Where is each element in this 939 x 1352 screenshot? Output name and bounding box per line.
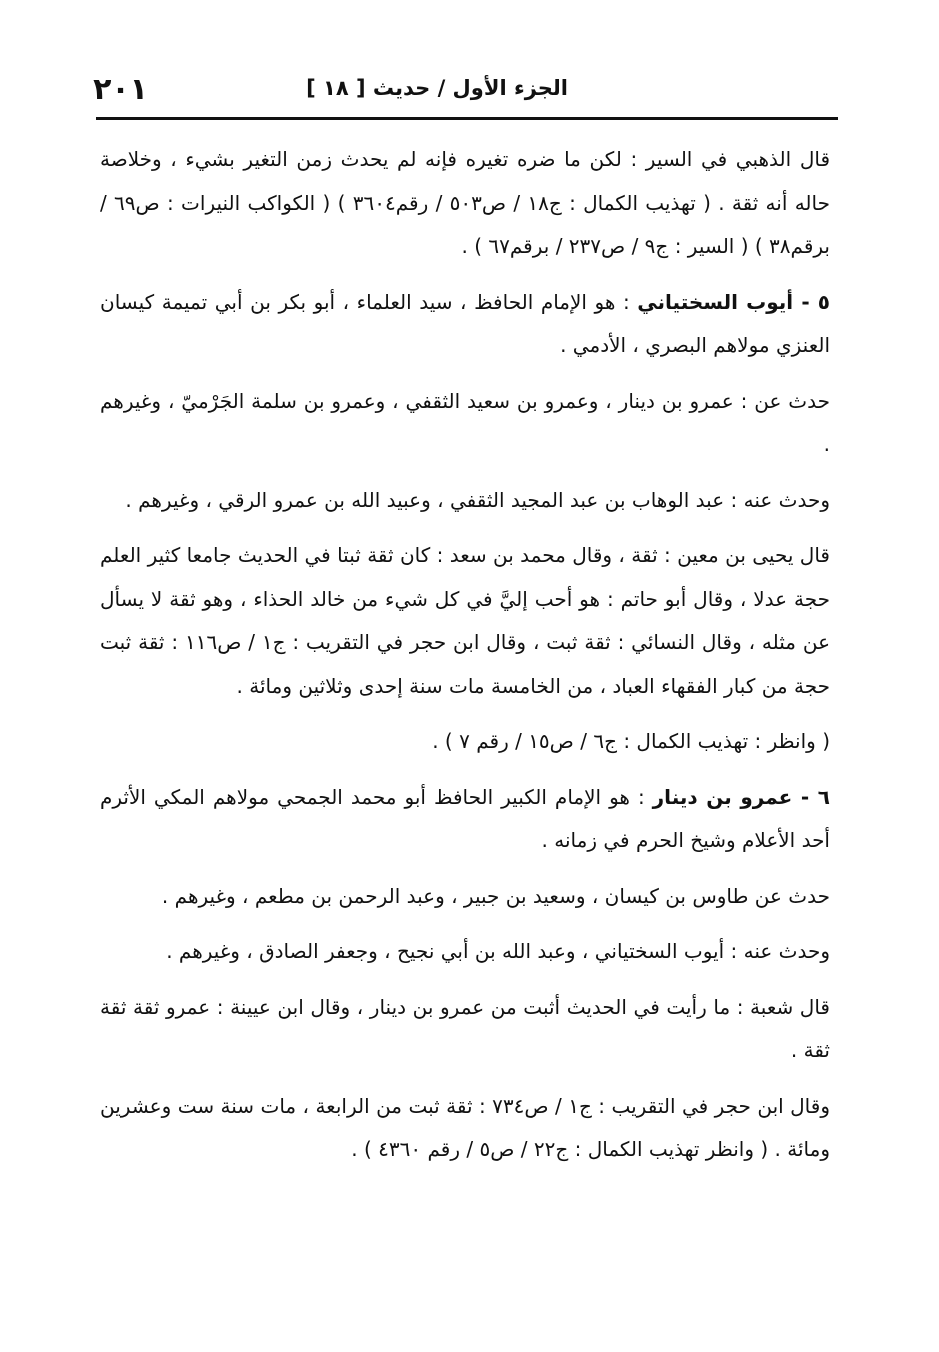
paragraph-text: قال شعبة : ما رأيت في الحديث أثبت من عمرو بن دينار ، وقال ابن عيينة : عمرو ثقة ثقة ثقة . xyxy=(100,994,830,1062)
paragraph-text: ( وانظر : تهذيب الكمال : ج٦ / ص١٥ / رقم ٧ ) . xyxy=(432,729,830,753)
paragraph-text: قال الذهبي في السير : لكن ما ضره تغيره فإنه لم يحدث زمن التغير بشيء ، وخلاصة حاله أنه ثقة . ( تهذيب الكمال : ج١٨ / ص٥٠٣ / رقم٣٦٠٤ ) ( الكواكب النيرات : ص٦٩ / برقم٣٨ ) ( السير : ج٩ / ص٢٣٧ / برقم٦٧ ) . xyxy=(100,147,830,258)
paragraph-amr-shuba xyxy=(100,986,830,1073)
entry-term: ٦ - عمرو بن دينار xyxy=(652,784,830,809)
paragraph-amr-narrated-by xyxy=(100,930,830,974)
paragraph-amr-grading xyxy=(100,1085,830,1172)
running-title: الجزء الأول / حديث [ ١٨ ] xyxy=(306,76,568,100)
paragraph-text: وحدث عنه : عبد الوهاب بن عبد المجيد الثقفي ، وعبيد الله بن عمرو الرقي ، وغيرهم . xyxy=(125,487,830,512)
page-number: ٢٠١ xyxy=(93,72,148,107)
paragraph-text: : هو الإمام الحافظ ، سيد العلماء ، أبو بكر بن أبي تميمة كيسان العنزي مولاهم البصري ، الأدمي . xyxy=(100,289,830,357)
paragraph-text: قال يحيى بن معين : ثقة ، وقال محمد بن سعد : كان ثقة ثبتا في الحديث جامعا كثير العلم حجة عدلا ، وقال أبو حاتم : هو أحب إليَّ في كل شيء من خالد الحذاء ، وهو ثقة لا يسأل عن مثله ، وقال النسائي : ثقة ثبت ، وقال ابن حجر في التقريب : ج١ / ص١١٦ : ثقة ثبت حجة من كبار الفقهاء العباد ، من الخامسة مات سنة إحدى وثلاثين ومائة . xyxy=(100,543,830,698)
paragraph-text: حدث عن طاوس بن كيسان ، وسعيد بن جبير ، وعبد الرحمن بن مطعم ، وغيرهم . xyxy=(161,883,830,908)
page-body xyxy=(100,138,830,1184)
paragraph-ayyub-narrated-by xyxy=(100,479,830,523)
page-header xyxy=(93,66,836,114)
paragraph-text: وقال ابن حجر في التقريب : ج١ / ص٧٣٤ : ثقة ثبت من الرابعة ، مات سنة ست وعشرين ومائة . ( وانظر تهذيب الكمال : ج٢٢ / ص٥ / رقم ٤٣٦٠ ) . xyxy=(100,1093,830,1161)
paragraph-text: وحدث عنه : أيوب السختياني ، وعبد الله بن أبي نجيح ، وجعفر الصادق ، وغيرهم . xyxy=(166,939,830,963)
paragraph-text: حدث عن : عمرو بن دينار ، وعمرو بن سعيد الثقفي ، وعمرو بن سلمة الجَرْميّ ، وغيرهم . xyxy=(100,388,830,456)
paragraph-ayyub-reference xyxy=(100,720,830,764)
paragraph-amr-narrated-from xyxy=(100,875,830,919)
paragraph-text: : هو الإمام الكبير الحافظ أبو محمد الجمحي مولاهم المكي الأثرم أحد الأعلام وشيخ الحرم في زمانه . xyxy=(100,784,830,852)
paragraph-ayyub-entry xyxy=(100,281,830,368)
entry-term: ٥ - أيوب السختياني xyxy=(637,289,831,314)
paragraph-dhahabi-note xyxy=(100,138,830,269)
paragraph-ayyub-grading xyxy=(100,534,830,708)
paragraph-amr-entry xyxy=(100,776,830,863)
header-rule xyxy=(96,117,838,120)
paragraph-ayyub-narrated-from xyxy=(100,380,830,467)
